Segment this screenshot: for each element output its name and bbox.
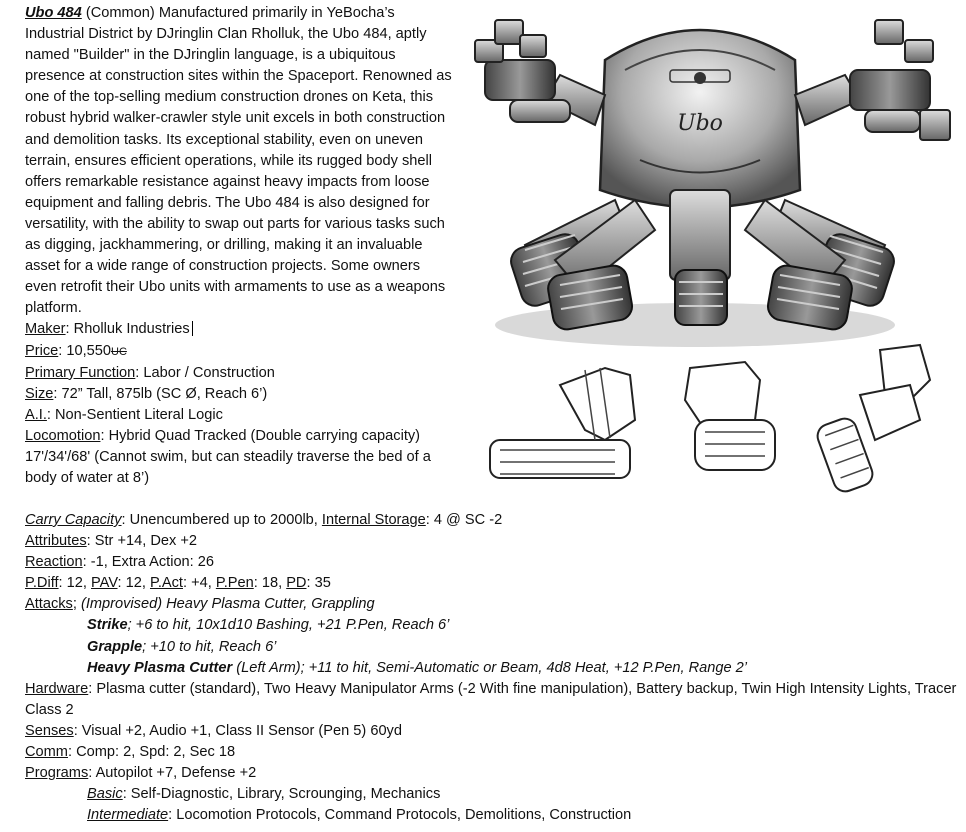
item-name: Ubo 484: [25, 5, 82, 21]
center-track: [675, 270, 727, 325]
body-emblem: Ubo: [677, 111, 723, 136]
leg-sketch-3: [814, 345, 930, 495]
size-line: Size: 72” Tall, 875lb (SC Ø, Reach 6’): [25, 385, 268, 402]
basic-programs-line: Basic: Self-Diagnostic, Library, Scrounging, Mechanics: [87, 786, 441, 803]
stat-block: [25, 510, 960, 826]
text-cursor: [192, 321, 193, 336]
cutter-line: Heavy Plasma Cutter (Left Arm); +11 to hit, Semi-Automatic or Beam, 4d8 Heat, +12 P.Pen, Range 2’: [87, 659, 748, 676]
reaction-line: Reaction: -1, Extra Action: 26: [25, 554, 215, 571]
locomotion-line: Locomotion: Hybrid Quad Tracked (Double carrying capacity) 17'/34'/68' (Cannot swim, but can steadily traverse the bed of a body of water at 8’): [25, 427, 431, 487]
leg-sketch-1: [490, 368, 635, 478]
ai-line: A.I.: Non-Sentient Literal Logic: [25, 406, 223, 423]
item-description: [25, 3, 455, 489]
programs-line: Programs: Autopilot +7, Defense +2: [25, 765, 257, 782]
senses-line: Senses: Visual +2, Audio +1, Class II Sensor (Pen 5) 60yd: [25, 722, 402, 739]
attributes-line: Attributes: Str +14, Dex +2: [25, 533, 197, 550]
center-leg: [670, 190, 730, 280]
intermediate-programs-line: Intermediate: Locomotion Protocols, Command Protocols, Demolitions, Construction: [87, 807, 632, 824]
price-line: Price: 10,550UC: [25, 342, 127, 359]
hardware-line: Hardware: Plasma cutter (standard), Two Heavy Manipulator Arms (-2 With fine manipulation), Battery backup, Twin High Intensity Lights, Tracer Class 2: [25, 680, 957, 718]
maker-line: Maker: Rholluk Industries: [25, 319, 455, 340]
defense-line: P.Diff: 12, PAV: 12, P.Act: +4, P.Pen: 18, PD: 35: [25, 575, 331, 592]
comm-line: Comm: Comp: 2, Spd: 2, Sec 18: [25, 744, 236, 761]
left-arm: [475, 20, 605, 125]
item-description-text: Manufactured primarily in YeBocha’s Industrial District by DJringlin Clan Rholluk, the Ubo 484, aptly named "Builder" in the DJringlin language, is a ubiquitous presence at construction sites within the Spaceport. Renowned as one of the top-selling medium construction drones on Keta, this robust hybrid walker-crawler style unit excels in both construction and demolition tasks. Its exceptional stability, even on uneven terrain, ensures efficient operations, while its rugged body shell offers remarkable resistance against heavy impacts from loose equipment and falling debris. The Ubo 484 is also designed for versatility, with the ability to swap out parts for various tasks such as digging, jackhammering, or drilling, making it an invaluable asset for a wide range of construction projects. Some owners even retrofit their Ubo units with armaments to use as a weapons platform.: [25, 5, 452, 317]
right-arm: [795, 20, 950, 140]
leg-sketch-2: [685, 362, 775, 470]
attacks-line: Attacks; (Improvised) Heavy Plasma Cutter, Grappling: [25, 596, 375, 613]
robot-illustration: [465, 0, 965, 500]
item-rarity: (Common): [85, 5, 155, 21]
function-line: Primary Function: Labor / Construction: [25, 364, 275, 381]
strike-line: Strike; +6 to hit, 10x1d10 Bashing, +21 P.Pen, Reach 6’: [87, 617, 450, 634]
carry-line: Carry Capacity: Unencumbered up to 2000lb, Internal Storage: 4 @ SC -2: [25, 512, 503, 528]
grapple-line: Grapple; +10 to hit, Reach 6’: [87, 638, 277, 655]
